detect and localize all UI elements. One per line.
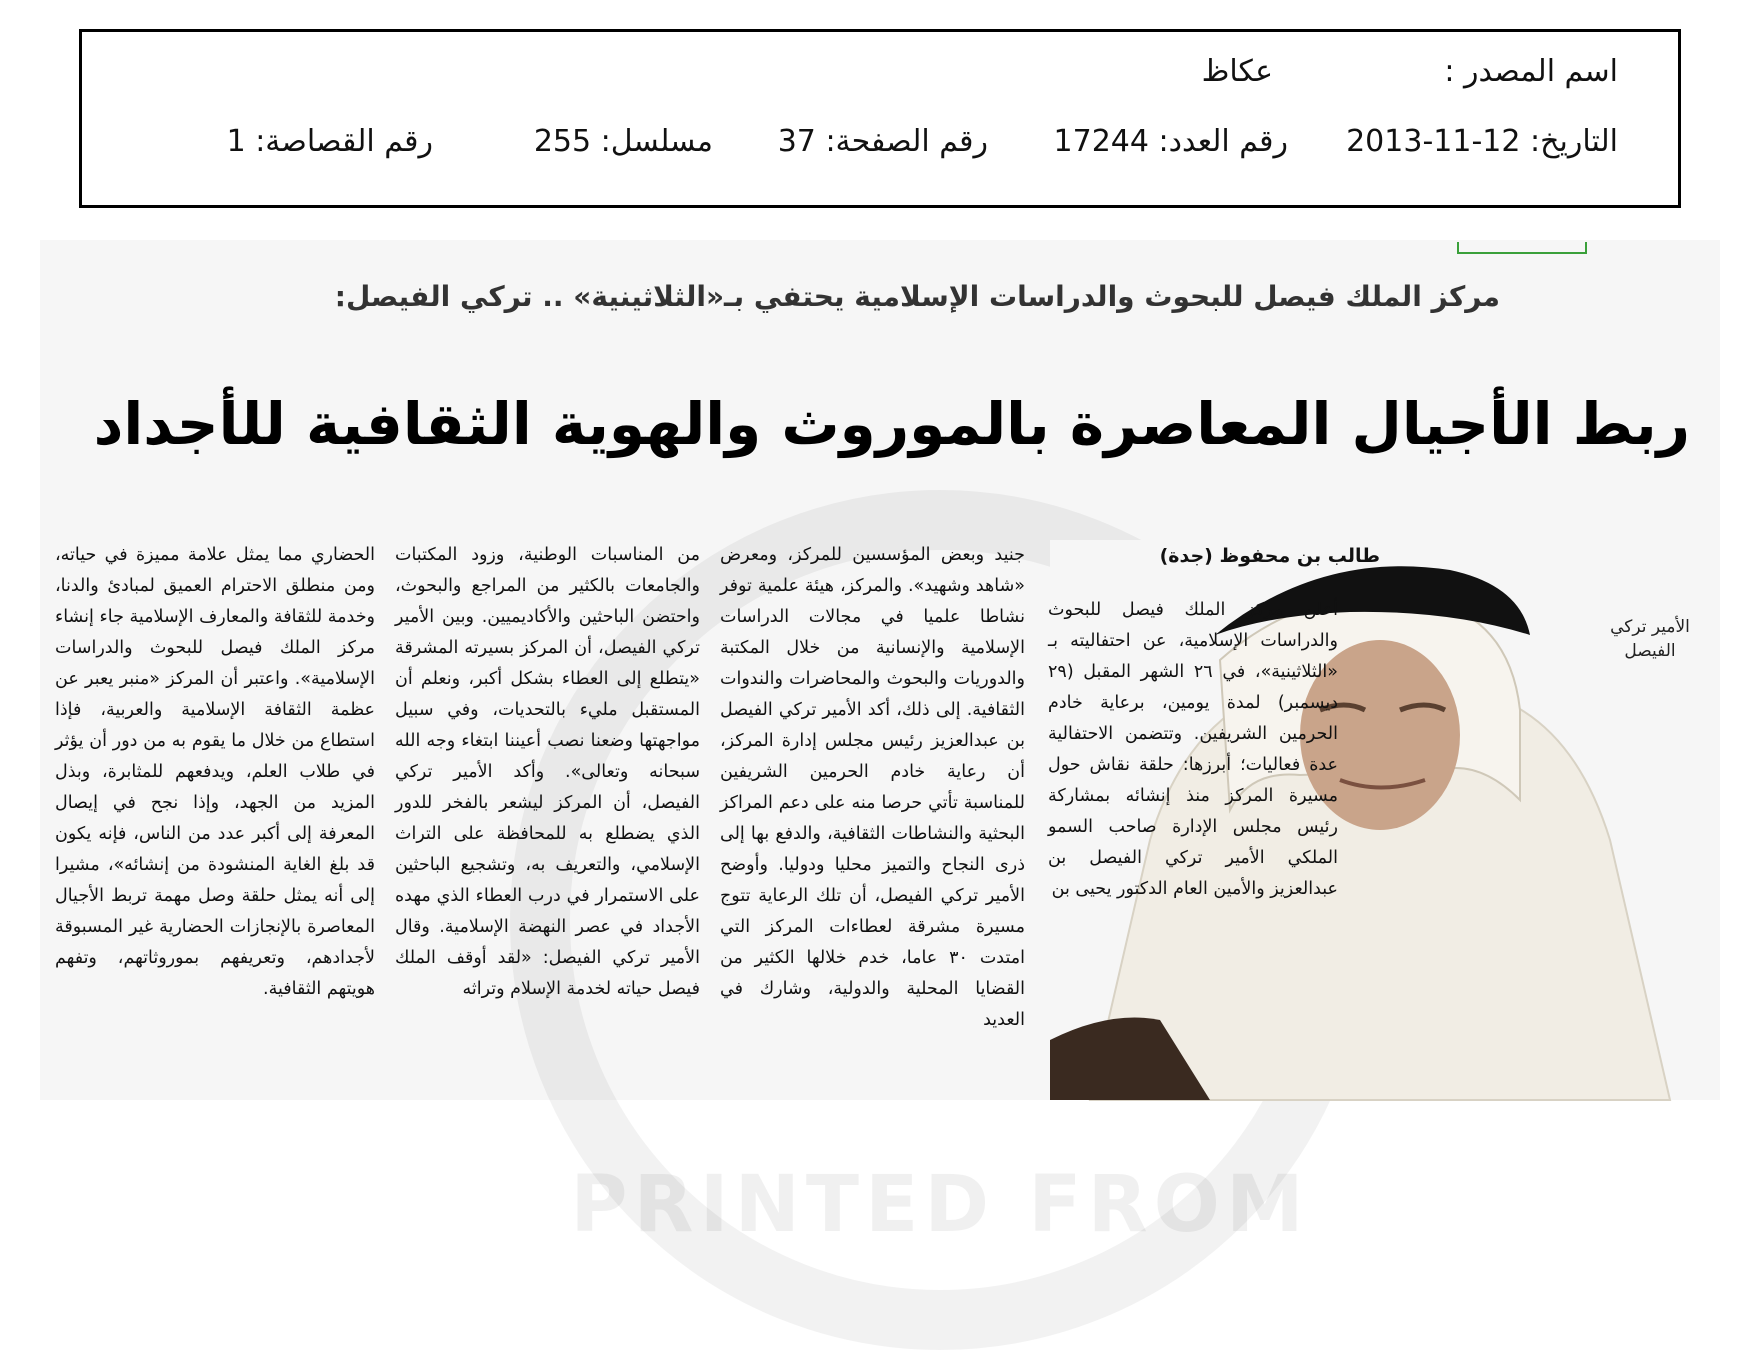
column-text: الحضاري مما يمثل علامة مميزة في حياته، ومن منطلق الاحترام العميق لمبادئ والدنا، وخدمة للثقافة والمعارف الإسلامية جاء إنشاء مركز الملك فيصل للبحوث والدراسات الإسلامية». واعتبر أن المركز «منبر يعبر عن عظمة الثقافة الإسلامية والعربية، فإذا استطاع من خلال ما يقوم به من دور أن يؤثر في طلاب العلم، ويدفعهم للمثابرة، وبذل المزيد من الجهد، وإذا نجح في إيصال المعرفة إلى أكبر عدد من الناس، فإنه يكون قد بلغ الغاية المنشودة من إنشائه»، مشيرا إلى أنه يمثل حلقة وصل مهمة تربط الأجيال المعاصرة بالإنجازات الحضارية غير المسبوقة لأجدادهم، وتعريفهم بموروثاتهم، وتفهم هويتهم الثقافية. — [55, 545, 375, 999]
source-info-box — [79, 29, 1681, 208]
section-marker — [1457, 242, 1587, 254]
issue-number: رقم العدد: 17244 — [1053, 124, 1288, 159]
article-byline: طالب بن محفوظ (جدة) — [1159, 545, 1380, 567]
clip-number: رقم القصاصة: 1 — [226, 124, 433, 159]
source-value: عكاظ — [1201, 54, 1273, 89]
serial-number: مسلسل: 255 — [533, 124, 713, 159]
photo-caption: الأمير تركي الفيصل — [1610, 617, 1690, 661]
column-text: جنيد وبعض المؤسسين للمركز، ومعرض «شاهد وشهيد». والمركز، هيئة علمية توفر نشاطا علميا في مجالات الدراسات الإسلامية والإنسانية من خلال المكتبة والدوريات والبحوث والمحاضرات والندوات الثقافية. إلى ذلك، أكد الأمير تركي الفيصل بن عبدالعزيز رئيس مجلس إدارة المركز، أن رعاية خادم الحرمين الشريفين للمناسبة تأتي حرصا منه على دعم المراكز البحثية والنشاطات الثقافية، والدفع بها إلى ذرى النجاح والتميز محليا ودوليا. وأوضح الأمير تركي الفيصل، أن تلك الرعاية تتوج مسيرة مشرقة لعطاءات المركز التي امتدت ٣٠ عاما، خدم خلالها الكثير من القضايا المحلية والدولية، وشارك في العديد — [720, 545, 1025, 1030]
page-number: رقم الصفحة: 37 — [777, 124, 988, 159]
article-kicker: مركز الملك فيصل للبحوث والدراسات الإسلامية يحتفي بـ«الثلاثينية» .. تركي الفيصل: — [334, 280, 1500, 313]
article-column-4 — [55, 540, 375, 1100]
article-column-2 — [720, 540, 1025, 1100]
article-headline: ربط الأجيال المعاصرة بالموروث والهوية الثقافية للأجداد — [93, 390, 1690, 458]
article-column-1 — [1048, 595, 1338, 1100]
article-column-3 — [395, 540, 700, 1100]
watermark-seal: PRINTED FROM — [510, 490, 1370, 1350]
date-field: التاريخ: 12-11-2013 — [1346, 124, 1618, 159]
column-text: أعلن مركز الملك فيصل للبحوث والدراسات الإسلامية، عن احتفاليته بـ «الثلاثينية»، في ٢٦ الشهر المقبل (٢٩ ديسمبر) لمدة يومين، برعاية خادم الحرمين الشريفين. وتتضمن الاحتفالية عدة فعاليات؛ أبرزها: حلقة نقاش حول مسيرة المركز منذ إنشائه بمشاركة رئيس مجلس الإدارة صاحب السمو الملكي الأمير تركي الفيصل بن عبدالعزيز والأمين العام الدكتور يحيى بن — [1048, 600, 1338, 899]
column-text: من المناسبات الوطنية، وزود المكتبات والجامعات بالكثير من المراجع والبحوث، واحتضن الباحثين والأكاديميين. وبين الأمير تركي الفيصل، أن المركز بسيرته المشرقة «يتطلع إلى العطاء بشكل أكبر، ونعلم أن المستقبل مليء بالتحديات، وفي سبيل مواجهتها وضعنا نصب أعيننا ابتغاء وجه الله سبحانه وتعالى». وأكد الأمير تركي الفيصل، أن المركز ليشعر بالفخر للدور الذي يضطلع به للمحافظة على التراث الإسلامي، والتعريف به، وتشجيع الباحثين على الاستمرار في درب العطاء الذي مهده الأجداد في عصر النهضة الإسلامية. وقال الأمير تركي الفيصل: «لقد أوقف الملك فيصل حياته لخدمة الإسلام وتراثه — [395, 545, 700, 999]
newspaper-clipping — [40, 240, 1720, 1250]
source-label: اسم المصدر : — [1444, 54, 1618, 89]
